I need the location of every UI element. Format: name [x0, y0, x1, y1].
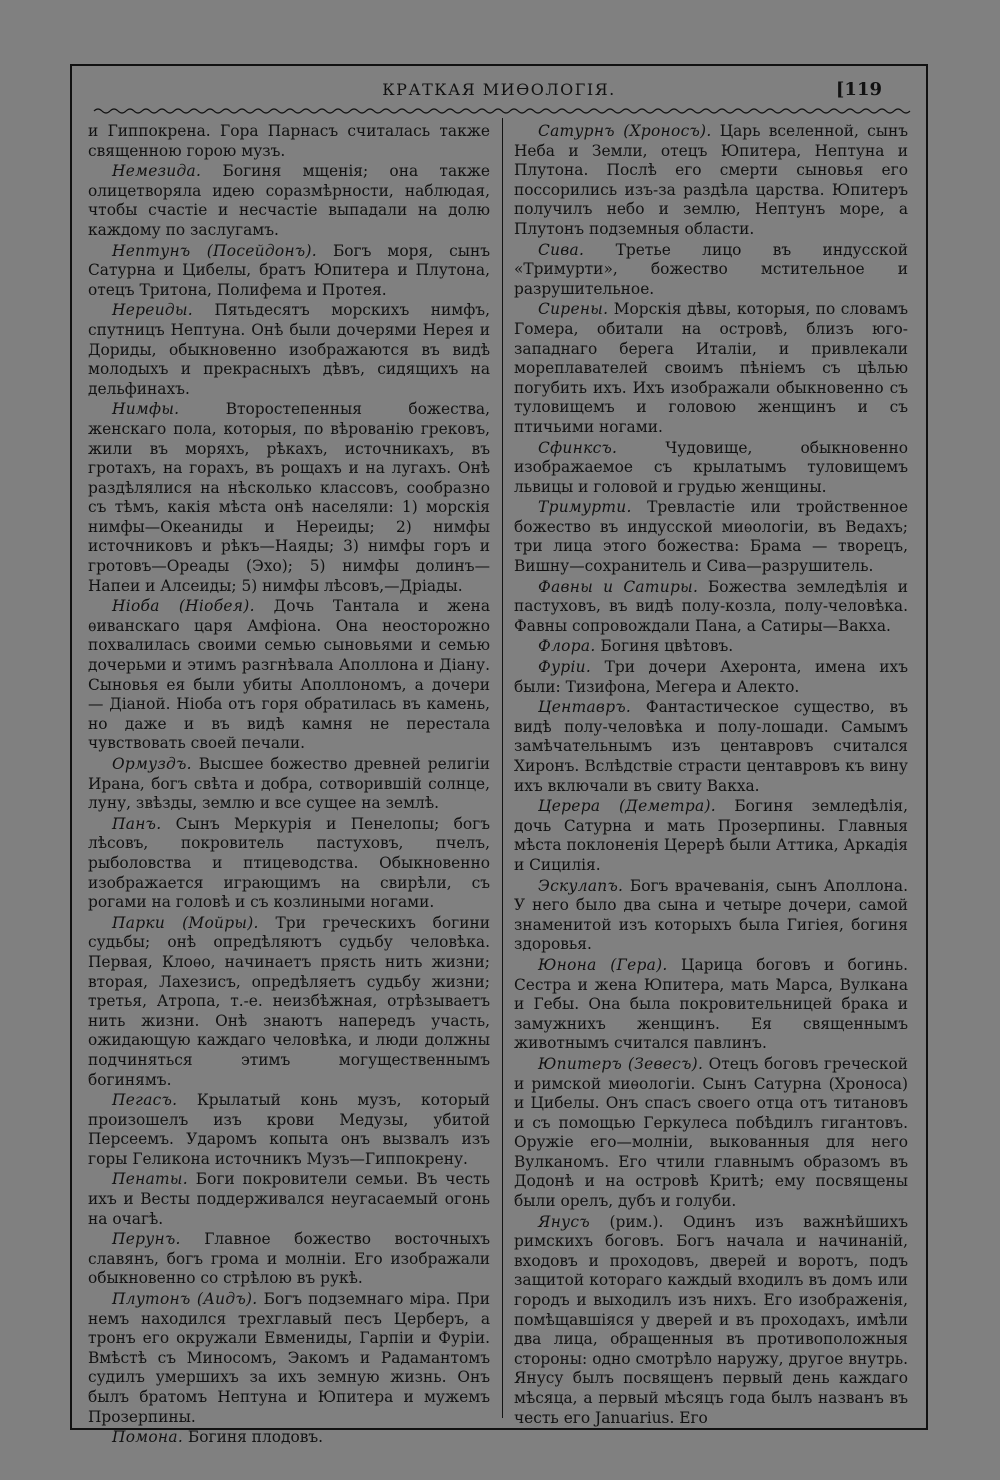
entry-term: Нереиды.: [112, 301, 193, 320]
page-frame: [70, 64, 928, 1447]
entry-term: Янусъ: [538, 1212, 590, 1231]
dictionary-entry: [88, 1428, 490, 1448]
entry-term: Фавны и Сатиры.: [538, 577, 699, 596]
dictionary-entry: [514, 498, 908, 576]
entry-term: Немезида.: [112, 162, 202, 181]
entry-term: Юнона (Гера).: [538, 955, 668, 974]
entry-text: Боги покровители семьи. Въ честь ихъ и Весты поддерживался неугасаемый огонь на очагѣ.: [88, 1170, 490, 1228]
entry-text: (рим.). Одинъ изъ важнѣйшихъ римскихъ боговъ. Богъ начала и начинаній, входовъ и проходовъ, дверей и воротъ, подъ защитой котораго каждый входилъ въ домъ или городъ и выходилъ изъ нихъ. Его изображенія, помѣщавшіяся у дверей и въ проходахъ, имѣли два лица, обращенныя въ противоположныя стороны: одно смотрѣло наружу, другое внутрь. Янусу былъ посвященъ первый день каждаго мѣсяца, а первый мѣсяцъ года былъ названъ въ честь его Januarius. Его: [514, 1212, 908, 1427]
entry-term: Юпитеръ (Зевесъ).: [538, 1054, 704, 1073]
dictionary-entry: [514, 956, 908, 1054]
dictionary-entry: [88, 162, 490, 240]
dictionary-entry: [514, 797, 908, 875]
entry-text: и Гиппокрена. Гора Парнасъ считалась также священною горою музъ.: [88, 122, 490, 160]
dictionary-entry: [514, 439, 908, 498]
dictionary-entry: [88, 1230, 490, 1289]
entry-term: Нептунъ (Посейдонъ).: [112, 241, 317, 260]
entry-text: Царь вселенной, сынъ Неба и Земли, отецъ Юпитера, Нептуна и Плутона. Послѣ его смерти сыновья его поссорились изъ-за раздѣла царства. Юпитеръ получилъ небо и землю, Нептунъ море, а Плутонъ подземныя области.: [514, 122, 908, 238]
entry-text: Главное божество восточныхъ славянъ, богъ грома и молніи. Его изображали обыкновенно со стрѣлою въ рукѣ.: [88, 1230, 490, 1288]
entry-term: Пенаты.: [112, 1170, 188, 1189]
entry-term: Панъ.: [112, 814, 162, 833]
dictionary-entry: [88, 755, 490, 814]
entry-text: Богъ моря, сынъ Сатурна и Цибелы, братъ Юпитера и Плутона, отецъ Тритона, Полифема и Протея.: [88, 241, 490, 299]
entry-text: Пятьдесятъ морскихъ нимфъ, спутницъ Нептуна. Онѣ были дочерями Нерея и Дориды, обыкновенно изображаются въ видѣ молодыхъ и прекрасныхъ дѣвъ, сидящихъ на дельфинахъ.: [88, 301, 490, 398]
entry-term: Сива.: [538, 240, 585, 259]
dictionary-entry: [88, 914, 490, 1090]
dictionary-entry: [88, 815, 490, 913]
entry-text: Крылатый конь музъ, который произошелъ изъ крови Медузы, убитой Персеемъ. Ударомъ копыта онъ вызвалъ изъ горы Геликона источникъ Музъ—Гиппокрену.: [88, 1091, 490, 1168]
entry-text: Отецъ боговъ греческой и римской миѳологіи. Сынъ Сатурна (Хроноса) и Цибелы. Онъ спасъ своего отца отъ титановъ и съ помощью Геркулеса побѣдилъ гигантовъ. Оружіе его—молніи, выкованныя для него Вулканомъ. Его чтили главнымъ образомъ въ Додонѣ и на островѣ Критѣ; ему посвящены были орелъ, дубъ и голуби.: [514, 1054, 908, 1211]
entry-term: Плутонъ (Аидъ).: [112, 1290, 258, 1309]
entry-text: Богиня плодовъ.: [183, 1428, 324, 1447]
entry-text: Царица боговъ и богинь. Сестра и жена Юпитера, мать Марса, Вулкана и Гебы. Она была покровительницей брака и замужнихъ женщинъ. Ея священнымъ животнымъ считался павлинъ.: [514, 955, 908, 1053]
entry-text: Тревластіе или тройственное божество въ индусской миѳологіи, въ Ведахъ; три лица этого божества: Брама — творецъ, Вишну—сохранитель и Сива—разрушитель.: [514, 498, 908, 576]
entry-text: Фантастическое существо, въ видѣ полу-человѣка и полу-лошади. Самымъ замѣчательнымъ изъ центавровъ считался Хиронъ. Вслѣдствіе страсти центавровъ къ вину ихъ включали въ свиту Вакха.: [514, 698, 908, 795]
entry-text: Богъ врачеванія, сынъ Аполлона. У него было два сына и четыре дочери, самой знаменитой изъ которыхъ была Гигіея, богиня здоровья.: [514, 876, 908, 954]
running-head: КРАТКАЯ МИѲОЛОГІЯ.: [382, 80, 616, 99]
dictionary-entry: [88, 1290, 490, 1427]
entry-term: Помона.: [112, 1428, 184, 1447]
wavy-rule: [94, 106, 906, 116]
entry-text: Третье лицо въ индусской «Тримурти», божество мстительное и разрушительное.: [514, 240, 908, 298]
entry-text: Чудовище, обыкновенно изображаемое съ крылатымъ туловищемъ львицы и головой и грудью женщины.: [514, 438, 908, 496]
dictionary-entry: [88, 242, 490, 301]
dictionary-entry: [514, 578, 908, 637]
entry-term: Нимфы.: [112, 400, 180, 419]
entry-text: Высшее божество древней религіи Ирана, богъ свѣта и добра, сотворившій солнце, луну, звѣзды, землю и все сущее на землѣ.: [88, 755, 490, 813]
entry-text: Три греческихъ богини судьбы; онѣ опредѣляютъ судьбу человѣка. Первая, Клоѳо, начинаетъ прясть нить жизни; вторая, Лахезисъ, опредѣляетъ судьбу жизни; третья, Атропа, т.-е. неизбѣжная, отрѣзываетъ нить жизни. Онѣ знаютъ напередъ участь, ожидающую каждаго человѣка, и люди должны подчиняться этимъ могущественнымъ богинямъ.: [88, 913, 490, 1089]
entry-term: Церера (Деметра).: [538, 797, 716, 816]
entry-term: Ормуздъ.: [112, 755, 192, 773]
right-column: [514, 122, 909, 1427]
entry-term: Парки (Мойры).: [112, 913, 259, 932]
dictionary-entry: [88, 1091, 490, 1169]
dictionary-entry: [514, 1213, 908, 1429]
entry-text: Морскія дѣвы, которыя, по словамъ Гомера, обитали на островѣ, близъ юго-западнаго берега Италіи, и привлекали мореплавателей своимъ пѣніемъ съ цѣлью погубить ихъ. Ихъ изображали обыкновенно съ туловищемъ и головою женщинъ и съ птичьими ногами.: [514, 300, 908, 436]
dictionary-entry: [514, 658, 908, 697]
entry-text: Второстепенныя божества, женскаго пола, которыя, по вѣрованію грековъ, жили въ моряхъ, рѣкахъ, источникахъ, въ гротахъ, на горахъ, въ рощахъ и на лугахъ. Онѣ раздѣлялися на нѣсколько классовъ, сообразно съ тѣмъ, какія мѣста онѣ населяли: 1) морскія нимфы—Океаниды и Нереиды; 2) нимфы источниковъ и рѣкъ—Наяды; 3) нимфы горъ и гротовъ—Ореады (Эхо); 5) нимфы долинъ—Напеи и Алсеиды; 5) нимфы лѣсовъ,—Дріады.: [88, 400, 490, 595]
dictionary-entry: [514, 300, 908, 437]
dictionary-entry: [514, 122, 908, 240]
entry-term: Ніоба (Ніобея).: [112, 597, 255, 616]
dictionary-entry: [514, 698, 908, 796]
entry-term: Сфинксъ.: [538, 438, 618, 457]
entry-text: Богъ подземнаго міра. При немъ находился трехглавый песъ Церберъ, а тронъ его окружали Евмениды, Гарпіи и Фуріи. Вмѣстѣ съ Миносомъ, Эакомъ и Радамантомъ судилъ умершихъ за ихъ земную жизнь. Онъ былъ братомъ Нептуна и Юпитера и мужемъ Прозерпины.: [88, 1290, 490, 1426]
entry-term: Фуріи.: [538, 658, 592, 677]
dictionary-entry: [88, 301, 490, 399]
entry-term: Пегасъ.: [112, 1091, 178, 1110]
entry-term: Сатурнъ (Хроносъ).: [538, 122, 712, 140]
entry-term: Перунъ.: [112, 1230, 181, 1249]
entry-text: Божества земледѣлія и пастуховъ, въ видѣ полу-козла, полу-человѣка. Фавны сопровождали Пана, а Сатиры—Вакха.: [514, 577, 909, 635]
dictionary-entry: [514, 241, 908, 300]
entry-text: Сынъ Меркурія и Пенелопы; богъ лѣсовъ, покровитель пастуховъ, пчелъ, рыболовства и птицеводства. Обыкновенно изображается играющимъ на свирѣли, съ рогами на головѣ и съ козлиными ногами.: [88, 814, 490, 912]
entry-term: Сирены.: [538, 300, 609, 319]
page-number: [119: [835, 79, 882, 100]
entry-text: Богиня цвѣтовъ.: [595, 637, 734, 656]
dictionary-entry: [514, 877, 908, 955]
column-divider: [502, 118, 503, 1418]
left-column: [88, 122, 490, 1447]
entry-term: Эскулапъ.: [538, 876, 624, 895]
dictionary-entry: [514, 637, 908, 657]
dictionary-entry: [514, 1055, 908, 1212]
entry-term: Флора.: [538, 637, 596, 656]
entry-text: Дочь Тантала и жена ѳиванскаго царя Амфіона. Она неосторожно похвалилась своими семью сыновьями и семью дочерьми и этимъ разгнѣвала Аполлона и Діану. Сыновья ея были убиты Аполлономъ, а дочери — Діаной. Ніоба отъ горя обратилась въ камень, но даже и въ видѣ камня не перестала чувствовать своей печали.: [88, 597, 490, 753]
entry-text: Богиня мщенія; она также олицетворяла идею соразмѣрности, наблюдая, чтобы счастіе и несчастіе выпадали на долю каждому по заслугамъ.: [88, 162, 490, 239]
entry-text: Богиня земледѣлія, дочь Сатурна и мать Прозерпины. Главныя мѣста поклоненія Церерѣ были Аттика, Аркадія и Сицилія.: [514, 797, 908, 874]
entry-term: Тримурти.: [538, 498, 632, 517]
page-header: [72, 80, 926, 106]
entry-text: Три дочери Ахеронта, имена ихъ были: Тизифона, Мегера и Алекто.: [514, 658, 908, 696]
dictionary-entry: [88, 1170, 490, 1229]
dictionary-entry: [88, 400, 490, 596]
entry-term: Центавръ.: [538, 698, 632, 717]
dictionary-entry: [88, 597, 490, 754]
dictionary-entry: [88, 122, 490, 161]
